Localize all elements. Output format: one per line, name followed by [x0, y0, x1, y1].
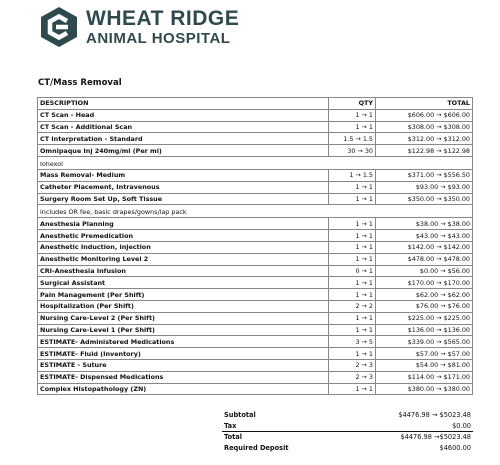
line-item-qty: 1 → 1	[329, 324, 376, 336]
section-title: CT/Mass Removal	[38, 78, 122, 88]
estimate-table-body	[38, 109, 473, 395]
line-item-description: Anesthetic Premedication	[38, 230, 329, 242]
line-item-description: ESTIMATE- Dispensed Medications	[38, 371, 329, 383]
summary-label: Tax	[224, 421, 237, 430]
table-row	[38, 348, 473, 360]
line-item-description: CT Scan - Additional Scan	[38, 121, 329, 133]
line-item-description: Nursing Care-Level 2 (Per Shift)	[38, 312, 329, 324]
line-item-qty: 1 → 1	[329, 218, 376, 230]
line-item-description: CT Scan - Head	[38, 109, 329, 121]
summary-row	[222, 432, 473, 443]
column-header-description: DESCRIPTION	[38, 98, 329, 110]
line-item-total: $114.00 → $171.00	[376, 371, 473, 383]
table-note-row	[38, 156, 473, 169]
line-item-total: $478.00 → $478.00	[376, 253, 473, 265]
line-item-total: $350.00 → $350.00	[376, 193, 473, 205]
line-item-qty: 1 → 1	[329, 348, 376, 360]
line-item-total: $371.00 → $556.50	[376, 169, 473, 181]
line-item-description: Mass Removal- Medium	[38, 169, 329, 181]
brand-line-2: ANIMAL HOSPITAL	[86, 30, 231, 47]
empty-cell	[376, 205, 473, 218]
line-item-qty: 2 → 2	[329, 300, 376, 312]
line-item-total: $43.00 → $43.00	[376, 230, 473, 242]
hospital-logo	[38, 5, 239, 49]
line-item-description: Anesthesia Planning	[38, 218, 329, 230]
line-item-description: Anesthetic Monitoring Level 2	[38, 253, 329, 265]
table-row	[38, 300, 473, 312]
line-item-qty: 1 → 1	[329, 289, 376, 301]
table-row	[38, 121, 473, 133]
line-item-qty: 1 → 1	[329, 181, 376, 193]
line-item-description: ESTIMATE - Suture	[38, 359, 329, 371]
empty-cell	[376, 156, 473, 169]
line-item-qty: 1 → 1	[329, 253, 376, 265]
table-note-row	[38, 205, 473, 218]
line-item-qty: 1 → 1.5	[329, 169, 376, 181]
line-item-description: CT Interpretation - Standard	[38, 133, 329, 145]
table-row	[38, 265, 473, 277]
line-item-qty: 1 → 1	[329, 230, 376, 242]
summary-value: $4476.98 → $5023.48	[398, 411, 471, 420]
line-item-description: Pain Management (Per Shift)	[38, 289, 329, 301]
empty-cell	[329, 156, 376, 169]
table-row	[38, 253, 473, 265]
table-row	[38, 289, 473, 301]
line-item-total: $225.00 → $225.00	[376, 312, 473, 324]
line-item-description: Anesthetic Induction, injection	[38, 241, 329, 253]
summary-table	[222, 410, 473, 453]
line-item-description: Catheter Placement, Intravenous	[38, 181, 329, 193]
table-row	[38, 181, 473, 193]
table-row	[38, 169, 473, 181]
table-row	[38, 145, 473, 157]
summary-label: Required Deposit	[224, 443, 289, 452]
line-item-qty: 1 → 1	[329, 383, 376, 395]
table-row	[38, 324, 473, 336]
table-row	[38, 359, 473, 371]
table-row	[38, 383, 473, 395]
line-item-qty: 1 → 1	[329, 241, 376, 253]
line-item-description: ESTIMATE- Fluid (Inventory)	[38, 348, 329, 360]
line-item-qty: 2 → 3	[329, 371, 376, 383]
table-row	[38, 241, 473, 253]
line-item-description: Nursing Care-Level 1 (Per Shift)	[38, 324, 329, 336]
line-item-description: ESTIMATE- Administered Medications	[38, 336, 329, 348]
line-item-qty: 1 → 1	[329, 121, 376, 133]
table-row	[38, 312, 473, 324]
table-header-row	[38, 98, 473, 110]
line-item-total: $62.00 → $62.00	[376, 289, 473, 301]
brand-name	[86, 8, 239, 46]
column-header-total: TOTAL	[376, 98, 473, 110]
table-row	[38, 193, 473, 205]
line-item-note: includes OR fee, basic drapes/gowns/lap pack	[38, 205, 329, 218]
line-item-qty: 3 → 5	[329, 336, 376, 348]
line-item-qty: 1 → 1	[329, 109, 376, 121]
line-item-qty: 1 → 1	[329, 277, 376, 289]
table-row	[38, 230, 473, 242]
line-item-qty: 1.5 → 1.5	[329, 133, 376, 145]
line-item-total: $312.00 → $312.00	[376, 133, 473, 145]
line-item-total: $142.00 → $142.00	[376, 241, 473, 253]
line-item-qty: 1 → 1	[329, 312, 376, 324]
line-item-total: $54.00 → $81.00	[376, 359, 473, 371]
summary-label: Total	[222, 432, 340, 443]
column-header-qty: QTY	[329, 98, 376, 110]
table-row	[38, 133, 473, 145]
line-item-total: $57.00 → $57.00	[376, 348, 473, 360]
line-item-total: $380.00 → $380.00	[376, 383, 473, 395]
line-item-qty: 0 → 1	[329, 265, 376, 277]
line-item-total: $136.00 → $136.00	[376, 324, 473, 336]
line-item-total: $606.00 → $606.00	[376, 109, 473, 121]
summary-value: $4476.98 →$5023.48	[340, 432, 473, 443]
line-item-description: Complex Histopathology (ZN)	[38, 383, 329, 395]
line-item-description: Surgical Assistant	[38, 277, 329, 289]
brand-line-1: WHEAT RIDGE	[86, 7, 240, 30]
summary-table-body	[222, 410, 473, 453]
empty-cell	[329, 205, 376, 218]
line-item-total: $122.98 → $122.98	[376, 145, 473, 157]
line-item-total: $308.00 → $308.00	[376, 121, 473, 133]
summary-value: $4600.00	[439, 443, 471, 452]
line-item-note: Iohexol	[38, 156, 329, 169]
table-row	[38, 371, 473, 383]
line-item-qty: 1 → 1	[329, 193, 376, 205]
line-item-total: $170.00 → $170.00	[376, 277, 473, 289]
summary-row	[222, 410, 473, 421]
line-item-description: Omnipaque Inj 240mg/ml (Per ml)	[38, 145, 329, 157]
line-item-total: $38.00 → $38.00	[376, 218, 473, 230]
summary-value: $0.00	[452, 421, 471, 430]
line-item-total: $76.00 → $76.00	[376, 300, 473, 312]
table-row	[38, 109, 473, 121]
hospital-logo-icon	[38, 6, 80, 48]
table-row	[38, 336, 473, 348]
summary-label: Subtotal	[224, 411, 256, 420]
line-item-qty: 30 → 30	[329, 145, 376, 157]
line-item-description: Surgery Room Set Up, Soft Tissue	[38, 193, 329, 205]
summary-row	[222, 421, 473, 432]
table-row	[38, 277, 473, 289]
estimate-table	[37, 97, 473, 395]
line-item-qty: 2 → 3	[329, 359, 376, 371]
table-row	[38, 218, 473, 230]
summary-row	[222, 443, 473, 454]
line-item-description: Hospitalization (Per Shift)	[38, 300, 329, 312]
line-item-total: $339.00 → $565.00	[376, 336, 473, 348]
line-item-total: $93.00 → $93.00	[376, 181, 473, 193]
line-item-description: CRI-Anesthesia Infusion	[38, 265, 329, 277]
line-item-total: $0.00 → $56.00	[376, 265, 473, 277]
